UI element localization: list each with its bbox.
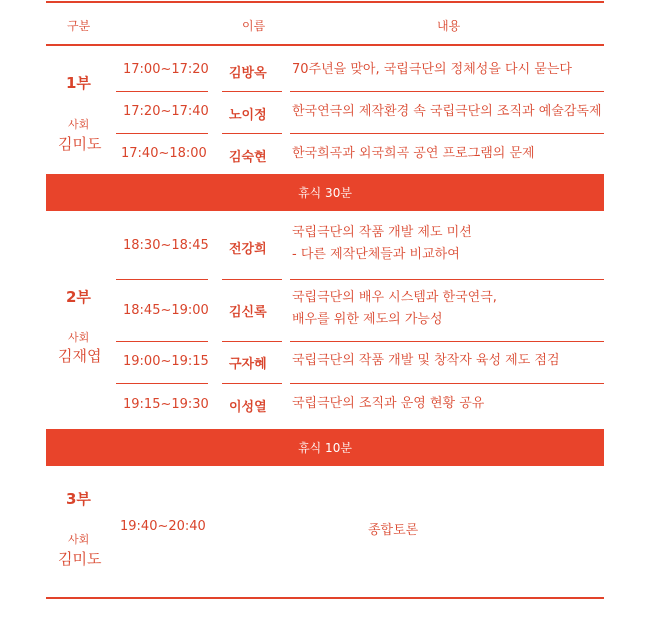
part3-moderator-name: 김미도 <box>58 550 102 568</box>
row-divider <box>116 341 208 342</box>
part2-row1-content-line2: - 다른 제작단체들과 비교하여 <box>292 247 460 262</box>
part1-moderator-role: 사회 <box>68 118 90 131</box>
part2-row3-time: 19:00~19:15 <box>123 354 209 369</box>
table-bottom-rule <box>46 597 604 599</box>
break-banner-2: 휴식 10분 <box>46 429 604 466</box>
row-divider <box>116 383 208 384</box>
part2-row2-content-line1: 국립극단의 배우 시스템과 한국연극, <box>292 290 497 305</box>
part2-row3-name: 구자혜 <box>229 357 267 372</box>
part2-row1-name: 전강희 <box>229 242 267 257</box>
header-bottom-rule <box>46 44 604 46</box>
part2-row2-name: 김신록 <box>229 305 267 320</box>
header-section: 구분 <box>67 19 91 33</box>
part3-time: 19:40~20:40 <box>120 519 206 534</box>
header-content: 내용 <box>437 19 461 33</box>
part2-label: 2부 <box>66 288 91 306</box>
part2-row3-content: 국립극단의 작품 개발 및 창작자 육성 제도 점검 <box>292 353 560 368</box>
row-divider <box>222 133 282 134</box>
row-divider <box>290 91 604 92</box>
part2-row2-content-line2: 배우를 위한 제도의 가능성 <box>292 312 443 327</box>
part3-label: 3부 <box>66 490 91 508</box>
part1-row2-content: 한국연극의 제작환경 속 국립극단의 조직과 예술감독제 <box>292 104 602 119</box>
part3-content: 종합토론 <box>368 523 419 538</box>
part1-row1-name: 김방옥 <box>229 66 267 81</box>
part2-row1-content-line1: 국립극단의 작품 개발 제도 미션 <box>292 225 472 240</box>
row-divider <box>222 383 282 384</box>
part1-moderator-name: 김미도 <box>58 135 102 153</box>
part1-row3-time: 17:40~18:00 <box>121 146 207 161</box>
row-divider <box>290 341 604 342</box>
table-top-rule <box>46 1 604 3</box>
row-divider <box>222 91 282 92</box>
row-divider <box>290 133 604 134</box>
break-banner-1: 휴식 30분 <box>46 174 604 211</box>
part2-row4-time: 19:15~19:30 <box>123 397 209 412</box>
part2-moderator-name: 김재엽 <box>58 347 102 365</box>
row-divider <box>116 133 208 134</box>
row-divider <box>290 279 604 280</box>
part1-row3-name: 김숙현 <box>229 150 267 165</box>
row-divider <box>290 383 604 384</box>
part1-row1-time: 17:00~17:20 <box>123 62 209 77</box>
part1-row1-content: 70주년을 맞아, 국립극단의 정체성을 다시 묻는다 <box>292 62 572 77</box>
row-divider <box>222 279 282 280</box>
part1-label: 1부 <box>66 74 91 92</box>
part2-moderator-role: 사회 <box>68 331 90 344</box>
part1-row2-name: 노이정 <box>229 108 267 123</box>
row-divider <box>116 91 208 92</box>
part1-row2-time: 17:20~17:40 <box>123 104 209 119</box>
part2-row4-name: 이성열 <box>229 400 267 415</box>
part2-row4-content: 국립극단의 조직과 운영 현황 공유 <box>292 396 485 411</box>
part3-moderator-role: 사회 <box>68 533 90 546</box>
part2-row2-time: 18:45~19:00 <box>123 303 209 318</box>
row-divider <box>116 279 208 280</box>
part1-row3-content: 한국희곡과 외국희곡 공연 프로그램의 문제 <box>292 146 535 161</box>
header-name: 이름 <box>242 19 266 33</box>
row-divider <box>222 341 282 342</box>
part2-row1-time: 18:30~18:45 <box>123 238 209 253</box>
